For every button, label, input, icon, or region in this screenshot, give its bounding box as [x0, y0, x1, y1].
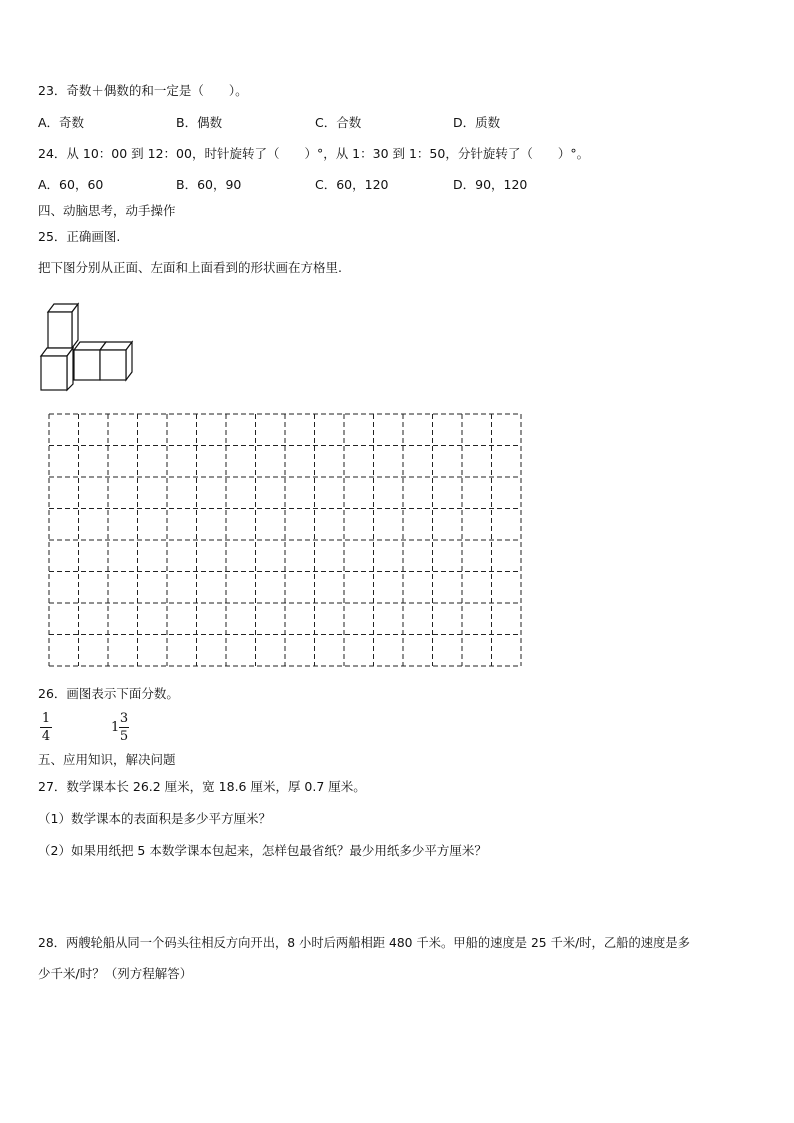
q27-subquestion-2: （2）如果用纸把 5 本数学课本包起来，怎样包最省纸？最少用纸多少平方厘米？	[38, 843, 487, 858]
q23-option-d: D．质数	[453, 115, 501, 130]
q25-instruction: 把下图分别从正面、左面和上面看到的形状画在方格里.	[38, 260, 342, 275]
q27-stem: 27．数学课本长 26.2 厘米，宽 18.6 厘米，厚 0.7 厘米。	[38, 779, 366, 794]
q26-stem: 26．画图表示下面分数。	[38, 686, 179, 701]
q23-option-b: B．偶数	[176, 115, 223, 130]
fraction-denominator: 5	[119, 729, 129, 744]
section-five-heading: 五、应用知识，解决问题	[38, 752, 176, 767]
fraction-bar	[40, 727, 52, 728]
mixed-number-whole: 1	[111, 720, 120, 735]
section-four-heading: 四、动脑思考，动手操作	[38, 203, 176, 218]
fraction-bar	[119, 727, 129, 728]
q24-option-a: A．60，60	[38, 177, 104, 192]
cube-figure	[38, 298, 140, 394]
q23-stem: 23．奇数＋偶数的和一定是（ ）。	[38, 83, 248, 98]
q23-option-c: C．合数	[315, 115, 362, 130]
q28-stem-line1: 28．两艘轮船从同一个码头往相反方向开出，8 小时后两船相距 480 千米。甲船的速度是 25 千米/时，乙船的速度是多	[38, 936, 690, 950]
fraction-denominator: 4	[41, 729, 51, 744]
fraction-numerator: 3	[119, 711, 129, 726]
q24-option-c: C．60，120	[315, 177, 389, 192]
q24-stem: 24．从 10：00 到 12：00，时针旋转了（ ）°，从 1：30 到 1：50，分针旋转了（ ）°。	[38, 146, 590, 161]
q28-stem-line2: 少千米/时？（列方程解答）	[38, 966, 193, 981]
fraction-numerator: 1	[41, 711, 51, 726]
fraction-three-fifths	[119, 711, 129, 744]
q23-option-a: A．奇数	[38, 115, 85, 130]
q24-option-d: D．90，120	[453, 177, 528, 192]
q25-stem: 25．正确画图.	[38, 229, 121, 244]
q24-option-b: B．60，90	[176, 177, 242, 192]
fraction-one-quarter	[40, 711, 52, 744]
dashed-drawing-grid[interactable]	[48, 413, 522, 667]
q27-subquestion-1: （1）数学课本的表面积是多少平方厘米？	[38, 811, 271, 826]
